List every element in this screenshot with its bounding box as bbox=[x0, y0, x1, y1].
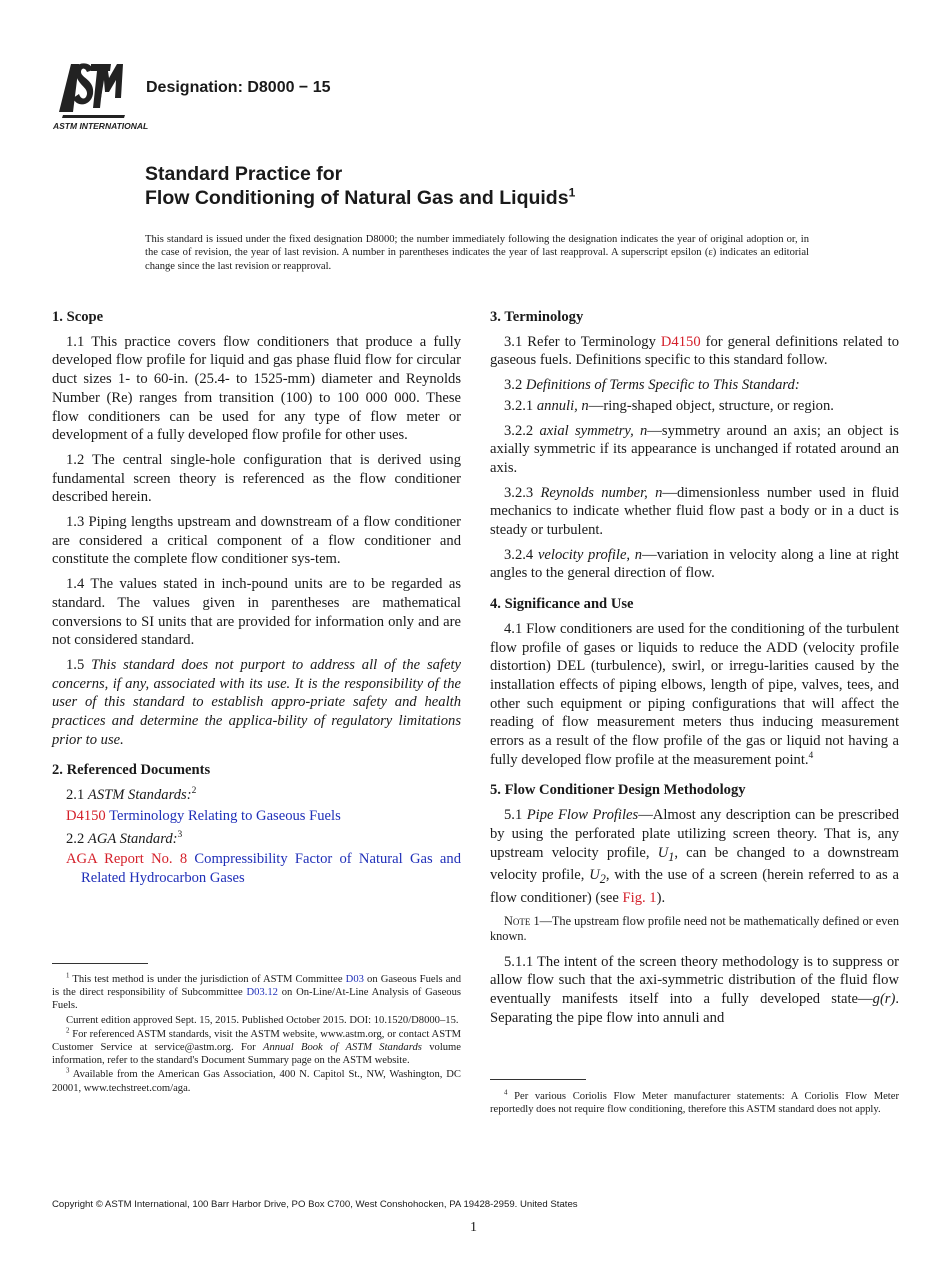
definition-reynolds-number: 3.2.3 Reynolds number, n—dimensionless number used in fluid mechanics to indicate whether fluid flow past a body or in a duct is steady or turbulent. bbox=[490, 484, 899, 539]
section-heading-referenced-documents: 2. Referenced Documents bbox=[52, 762, 211, 779]
title-line-2: Flow Conditioning of Natural Gas and Liquids$^1$ bbox=[145, 185, 576, 209]
terminology-paragraph: 3.1 Refer to Terminology D4150 for general definitions related to gaseous fuels. Definitions specific to this standard follow. bbox=[490, 333, 900, 369]
significance-paragraph: 4.1 Flow conditioners are used for the conditioning of the turbulent flow profile of gases or liquids to reduce the ADD (velocity profile distortion) DEL (turbulence), swirl, or irregu-larities caused by the installation effects of piping elbows, length of pipe, valves, tees, and other such equipment or piping configurations that will affect the reading of flow measurement meters thus inducing measurement errors as a result of the flow profile of the gas or liquid not having a fully developed flow profile at the measurement point.$^4$ bbox=[490, 620, 899, 768]
definition-annuli: 3.2.1 annuli, n—ring-shaped object, structure, or region. bbox=[504, 397, 834, 414]
section-heading-significance: 4. Significance and Use bbox=[490, 596, 634, 613]
subcommittee-d03-12-link[interactable]: D03.12 bbox=[246, 987, 278, 999]
section-heading-terminology: 3. Terminology bbox=[490, 309, 584, 325]
footnote-1: $^1$ This test method is under the jurisdiction of ASTM Committee D03 on Gaseous Fuels and is the direct responsibility of Subcommittee D03.12 on On-Line/At-Line Analysis of Gaseous Fuels. bbox=[52, 972, 462, 1012]
terminology-paragraph: 3.2 Definitions of Terms Specific to This Standard: bbox=[504, 377, 800, 394]
designation: Designation: D8000 − 15 bbox=[146, 79, 331, 96]
reference-entry bbox=[52, 850, 461, 887]
note-1: Note 1—The upstream flow profile need not be mathematically defined or even known. bbox=[490, 913, 899, 943]
footnote-3: $^3$ Available from the American Gas Association, 400 N. Capitol St., NW, Washington, DC 20001, www.techstreet.com/aga. bbox=[52, 1067, 461, 1094]
scope-paragraph: 1.4 The values stated in inch-pound units are to be regarded as standard. The values given in parentheses are mathematical conversions to SI units that are provided for information only and are not considered standard. bbox=[52, 576, 461, 649]
title-line-1: Standard Practice for bbox=[145, 163, 343, 185]
footnote-4: $^4$ Per various Coriolis Flow Meter manufacturer statements: A Coriolis Flow Meter reportedly does not require flow conditioning, therefore this ASTM standard does not apply. bbox=[490, 1089, 899, 1116]
copyright-notice: Copyright © ASTM International, 100 Barr Harbor Drive, PO Box C700, West Conshohocken, PA 19428-2959. United States bbox=[52, 1199, 578, 1210]
document-title bbox=[145, 162, 575, 210]
design-paragraph: 5.1 Pipe Flow Profiles—Almost any description can be prescribed by using the perforated plate utilizing screen theory. That is, any upstream velocity profile, $U_1$, can be changed to a downstream velocity profile, $U_2$, with the use of a screen (herein referred to as a flow conditioner) (see Fig. 1). bbox=[490, 807, 899, 906]
footnote-2: $^2$ For referenced ASTM standards, visit the ASTM website, www.astm.org, or contact ASTM Customer Service at service@astm.org. For Annual Book of ASTM Standards volume information, refer to the standard's Document Summary page on the ASTM website. bbox=[52, 1027, 461, 1067]
committee-d03-link[interactable]: D03 bbox=[345, 974, 364, 985]
scope-paragraph: 1.1 This practice covers flow conditioners that produce a fully developed flow profile for liquid and gas phase fluid flow for circular duct sizes 1- to 60-in. (25.4- to 1525-mm) diameter and Reynolds Number (Re) ranges from transition (100) to 100 000 000. These flow conditioners can be used for any type of flow meter or development of a fully developed flow profile for other uses. bbox=[52, 333, 461, 444]
scope-paragraph: 1.2 The central single-hole configuration that is derived using fundamental screen theory is referenced as the flow conditioner described herein. bbox=[52, 451, 461, 506]
astm-standards-label: 2.1 ASTM Standards:$^2$ bbox=[66, 786, 197, 804]
footnote-divider bbox=[490, 1079, 586, 1080]
right-column bbox=[490, 308, 899, 1033]
footnotes-left bbox=[52, 973, 461, 1096]
page-number: 1 bbox=[470, 1220, 477, 1235]
footnote-divider bbox=[52, 963, 148, 964]
footnotes-right bbox=[490, 1090, 899, 1117]
footnote-marker[interactable]: 4 bbox=[808, 750, 814, 761]
figure-1-link[interactable]: Fig. 1 bbox=[622, 889, 657, 906]
scope-paragraph-safety: 1.5 This standard does not purport to address all of the safety concerns, if any, associated with its use. It is the responsibility of the user of this standard to establish appro-priate safety and health practices and determine the applica-bility of regulatory limitations prior to use. bbox=[52, 656, 461, 748]
title-footnote-marker[interactable]: 1 bbox=[568, 185, 576, 200]
d4150-link[interactable]: D4150 bbox=[660, 333, 701, 350]
reference-entry bbox=[52, 807, 461, 826]
logo-text: ASTM INTERNATIONAL bbox=[53, 121, 149, 131]
section-heading-design-methodology: 5. Flow Conditioner Design Methodology bbox=[490, 782, 746, 799]
reference-code-link[interactable]: D4150 bbox=[66, 807, 106, 824]
definition-axial-symmetry: 3.2.2 axial symmetry, n—symmetry around an axis; an object is axially symmetric if its appearance is unchanged if rotated around an axis. bbox=[490, 422, 899, 476]
reference-title-link[interactable]: Compressibility Factor of Natural Gas and Related Hydrocarbon Gases bbox=[81, 851, 461, 886]
design-paragraph: 5.1.1 The intent of the screen theory methodology is to suppress or allow flow such that the axi-symmetric distribution of the fluid flow eventually manifests itself into a fully developed state—g(r). Separating the pipe flow into annuli and bbox=[490, 953, 899, 1026]
section-heading-scope: 1. Scope bbox=[52, 309, 104, 325]
astm-logo bbox=[51, 58, 149, 132]
scope-paragraph: 1.3 Piping lengths upstream and downstream of a flow conditioner are considered a critical component of a flow conditioner and constitute the complete flow conditioner sys-tem. bbox=[52, 514, 461, 568]
footnote-1-edition: Current edition approved Sept. 15, 2015. Published October 2015. DOI: 10.1520/D8000–15. bbox=[66, 1014, 459, 1026]
aga-standard-label: 2.2 AGA Standard:$^3$ bbox=[66, 829, 183, 847]
definition-velocity-profile: 3.2.4 velocity profile, n—variation in velocity along a line at right angles to the general direction of flow. bbox=[490, 546, 899, 582]
reference-title-link[interactable]: Terminology Relating to Gaseous Fuels bbox=[109, 807, 341, 824]
reference-code-link[interactable]: AGA Report No. 8 bbox=[66, 851, 188, 868]
left-column bbox=[52, 308, 461, 892]
issuance-note: This standard is issued under the fixed designation D8000; the number immediately following the designation indicates the year of original adoption or, in the case of revision, the year of last revision. A number in parentheses indicates the year of last reapproval. A superscript epsilon (ε) indicates an editorial change since the last revision or reapproval. bbox=[145, 234, 809, 272]
